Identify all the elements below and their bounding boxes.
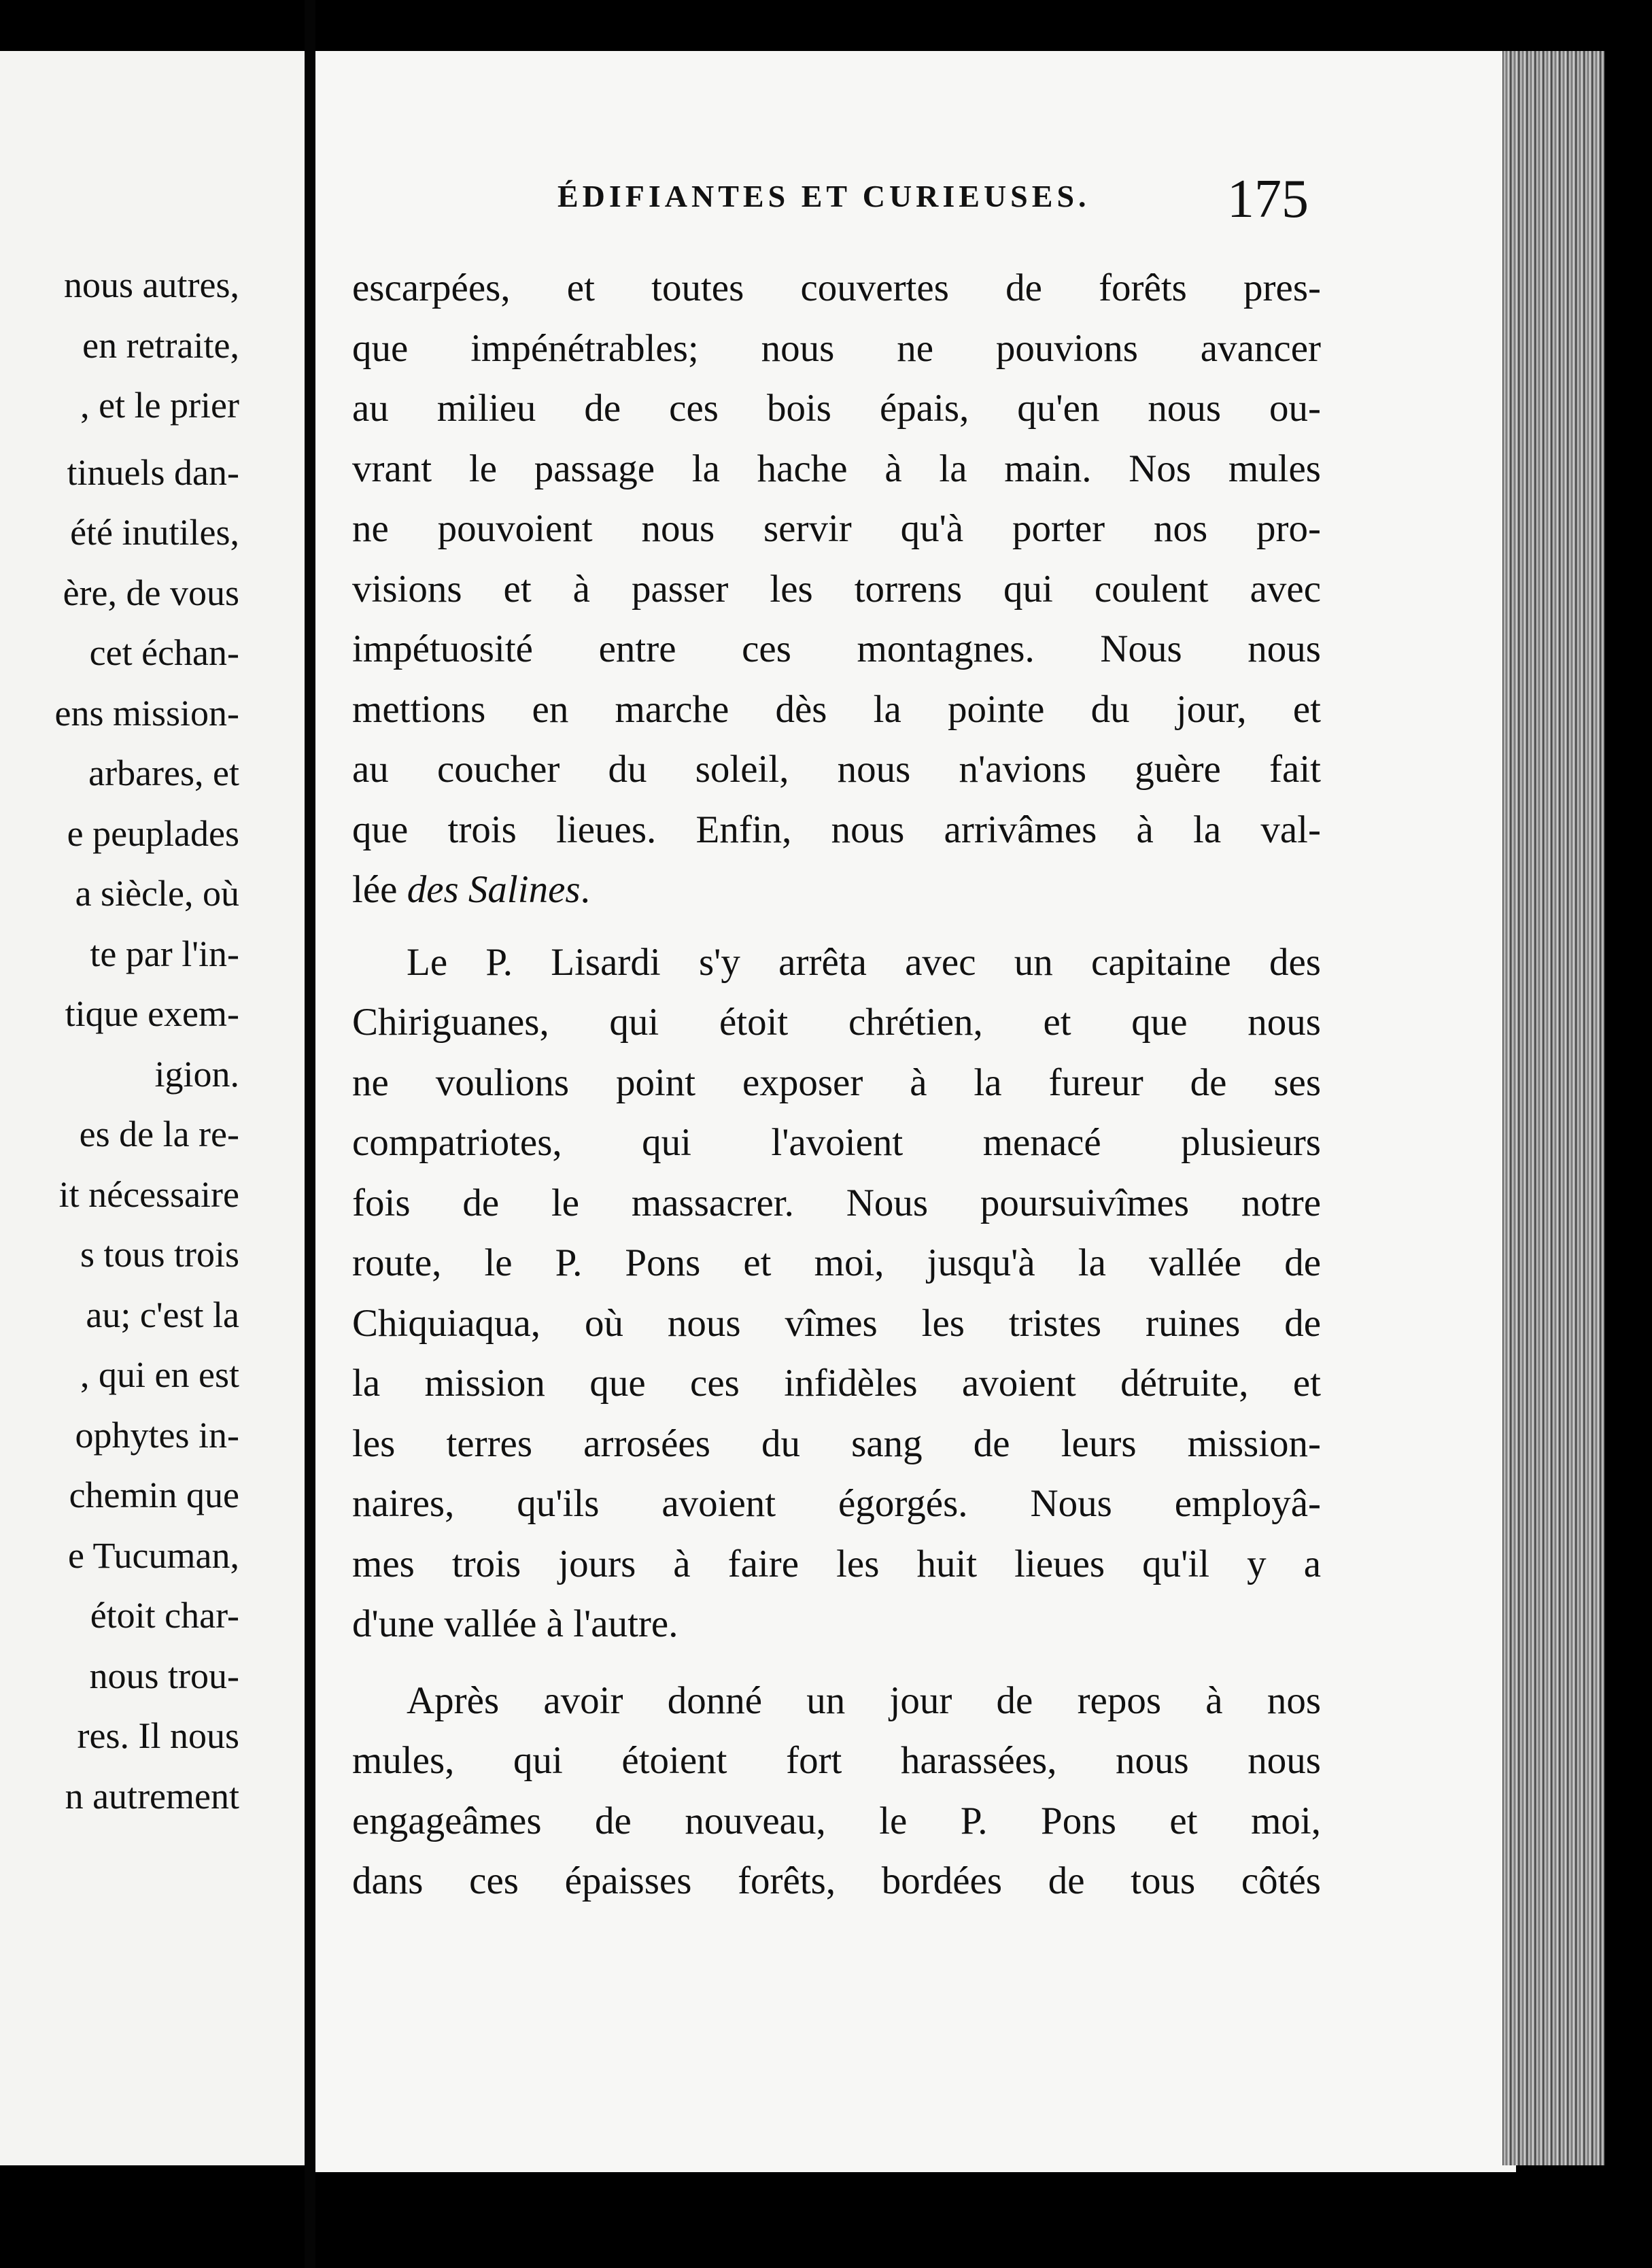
- left-line: été inutiles,: [70, 512, 239, 553]
- text-line: mes trois jours à faire les huit lieues qu'il y a: [352, 1542, 1321, 1585]
- text-fragment: .: [580, 868, 590, 911]
- left-line: it nécessaire: [58, 1173, 239, 1215]
- text-line: Chiquiaqua, où nous vîmes les tristes ruines de: [352, 1301, 1321, 1345]
- text-line: route, le P. Pons et moi, jusqu'à la vallée de: [352, 1241, 1321, 1284]
- left-line: tinuels dan-: [67, 451, 239, 493]
- text-line: engageâmes de nouveau, le P. Pons et moi,: [352, 1799, 1321, 1842]
- text-line: Le P. Lisardi s'y arrêta avec un capitaine des: [407, 940, 1321, 984]
- text-line: ne pouvoient nous servir qu'à porter nos pro-: [352, 507, 1321, 550]
- left-line: cet échan-: [89, 632, 239, 673]
- body-text: [352, 258, 1321, 1912]
- left-line: ophytes in-: [75, 1414, 239, 1456]
- left-line: te par l'in-: [90, 933, 239, 974]
- left-line: ens mission-: [54, 692, 239, 734]
- text-line: visions et à passer les torrens qui coulent avec: [352, 567, 1321, 611]
- left-line-gap: [54, 436, 239, 443]
- left-line: e peuplades: [67, 812, 239, 854]
- text-line: Chiriguanes, qui étoit chrétien, et que nous: [352, 1001, 1321, 1044]
- left-line: nous trou-: [89, 1655, 239, 1696]
- left-page-text: [54, 255, 239, 1826]
- left-line: a siècle, où: [75, 873, 239, 914]
- text-line: que impénétrables; nous ne pouvions avancer: [352, 326, 1321, 370]
- left-page: [0, 51, 305, 2165]
- text-line: compatriotes, qui l'avoient menacé plusieurs: [352, 1121, 1321, 1164]
- edge-shadow: [1604, 0, 1652, 2268]
- text-line: mules, qui étoient fort harassées, nous nous: [352, 1739, 1321, 1782]
- left-line: chemin que: [69, 1475, 239, 1515]
- text-line: mettions en marche dès la pointe du jour, et: [352, 687, 1321, 731]
- text-line: impétuosité entre ces montagnes. Nous nous: [352, 628, 1321, 670]
- text-line: dans ces épaisses forêts, bordées de tous côtés: [352, 1859, 1321, 1902]
- text-line: fois de le massacrer. Nous poursuivîmes notre: [352, 1181, 1321, 1224]
- text-line: vrant le passage la hache à la main. Nos mules: [352, 447, 1321, 490]
- left-line: au; c'est la: [86, 1294, 239, 1335]
- left-line: es de la re-: [79, 1114, 239, 1154]
- left-line: étoit char-: [90, 1595, 239, 1636]
- left-line: nous autres,: [64, 264, 239, 305]
- book-gutter: [305, 0, 315, 2268]
- left-line: tique exem-: [65, 993, 239, 1034]
- left-line: n autrement: [65, 1775, 239, 1817]
- text-line: au coucher du soleil, nous n'avions guère fait: [352, 748, 1321, 791]
- left-line: , qui en est: [80, 1354, 239, 1395]
- italic-place-name: des Salines: [407, 868, 581, 911]
- text-fragment: lée: [352, 868, 407, 911]
- text-line: escarpées, et toutes couvertes de forêts pres-: [352, 267, 1321, 309]
- text-line-vallee: [352, 860, 1321, 921]
- page-number: 175: [1227, 169, 1309, 229]
- text-line: naires, qu'ils avoient égorgés. Nous employâ-: [352, 1482, 1321, 1525]
- left-line: ère, de vous: [63, 572, 239, 613]
- text-line: au milieu de ces bois épais, qu'en nous ou-: [352, 387, 1321, 430]
- left-line: arbares, et: [88, 753, 239, 793]
- left-line: en retraite,: [82, 324, 239, 366]
- left-line: igion.: [154, 1053, 239, 1095]
- text-line: ne voulions point exposer à la fureur de ses: [352, 1061, 1321, 1104]
- left-line: s tous trois: [80, 1234, 239, 1275]
- page-edges: [1502, 51, 1604, 2165]
- text-line: que trois lieues. Enfin, nous arrivâmes à la val-: [352, 808, 1321, 851]
- left-line: , et le prier: [80, 385, 239, 426]
- left-line: res. Il nous: [77, 1715, 239, 1756]
- text-line: les terres arrosées du sang de leurs mission-: [352, 1422, 1321, 1465]
- text-line: Après avoir donné un jour de repos à nos: [407, 1679, 1321, 1722]
- running-head: ÉDIFIANTES ET CURIEUSES.: [557, 179, 1090, 213]
- left-line: e Tucuman,: [67, 1534, 239, 1576]
- text-line: la mission que ces infidèles avoient détruite, et: [352, 1362, 1321, 1405]
- text-line: d'une vallée à l'autre.: [352, 1602, 678, 1645]
